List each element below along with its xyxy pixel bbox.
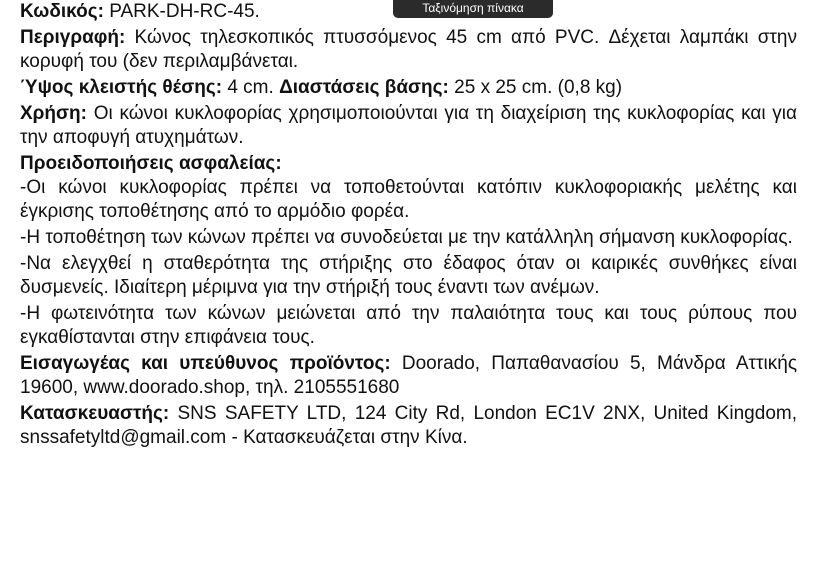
importer-value: Doorado, Παπαθανασίου 5, Μάνδρα Αττικής 19600, www.doorado.shop, τηλ. 2105551680: [20, 353, 797, 398]
sort-table-tooltip: Ταξινόμηση πίνακα: [393, 0, 553, 18]
safety-warning-item: -Η τοποθέτηση των κώνων πρέπει να συνοδεύεται με την κατάλληλη σήμανση κυκλοφορίας.: [20, 227, 793, 248]
closed-height-label: Ύψος κλειστής θέσης:: [20, 77, 223, 98]
base-dimensions-label: Διαστάσεις βάσης:: [279, 77, 449, 98]
product-code-value: PARK-DH-RC-45.: [103, 1, 260, 22]
usage-label: Χρήση:: [20, 103, 87, 124]
safety-warning-item: -Οι κώνοι κυκλοφορίας πρέπει να τοποθετούνται κατόπιν κυκλοφοριακής μελέτης και έγκρισης τοποθέτησης από το αρμόδιο φορέα.: [20, 177, 797, 222]
base-dimensions-value: 25 x 25 cm. (0,8 kg): [448, 77, 623, 98]
safety-warning-item: -Η φωτεινότητα των κώνων μειώνεται από την παλαιότητα τους και τους ρύπους που εγκαθίστανται στην επιφάνεια τους.: [20, 303, 797, 348]
description-paragraph: [20, 26, 797, 74]
usage-value: Οι κώνοι κυκλοφορίας χρησιμοποιούνται για τη διαχείριση της κυκλοφορίας και για την αποφυγή ατυχημάτων.: [20, 103, 797, 148]
product-code-label: Κωδικός:: [20, 1, 104, 22]
description-label: Περιγραφή:: [20, 27, 126, 48]
safety-warnings-heading: [20, 152, 797, 176]
description-value: Κώνος τηλεσκοπικός πτυσσόμενος 45 cm από PVC. Δέχεται λαμπάκι στην κορυφή του (δεν περιλαμβάνεται.: [20, 27, 797, 72]
importer-paragraph: [20, 352, 797, 400]
dimensions-line: [20, 76, 797, 100]
safety-warning-item: -Να ελεγχθεί η σταθερότητα της στήριξης στο έδαφος όταν οι καιρικές συνθήκες είναι δυσμενείς. Ιδιαίτερη μέριμνα για την στήριξή τους έναντι των ανέμων.: [20, 253, 797, 298]
usage-paragraph: [20, 102, 797, 150]
manufacturer-value: SNS SAFETY LTD, 124 City Rd, London EC1V 2NX, United Kingdom, snssafetyltd@gmail.com - Κατασκευάζεται στην Κίνα.: [20, 403, 797, 448]
importer-label: Εισαγωγέας και υπεύθυνος προϊόντος:: [20, 353, 391, 374]
manufacturer-label: Κατασκευαστής:: [20, 403, 170, 424]
manufacturer-paragraph: [20, 402, 797, 450]
safety-warnings-label: Προειδοποιήσεις ασφαλείας:: [20, 153, 282, 174]
closed-height-value: 4 cm.: [222, 77, 280, 98]
product-info-text: [20, 0, 797, 452]
